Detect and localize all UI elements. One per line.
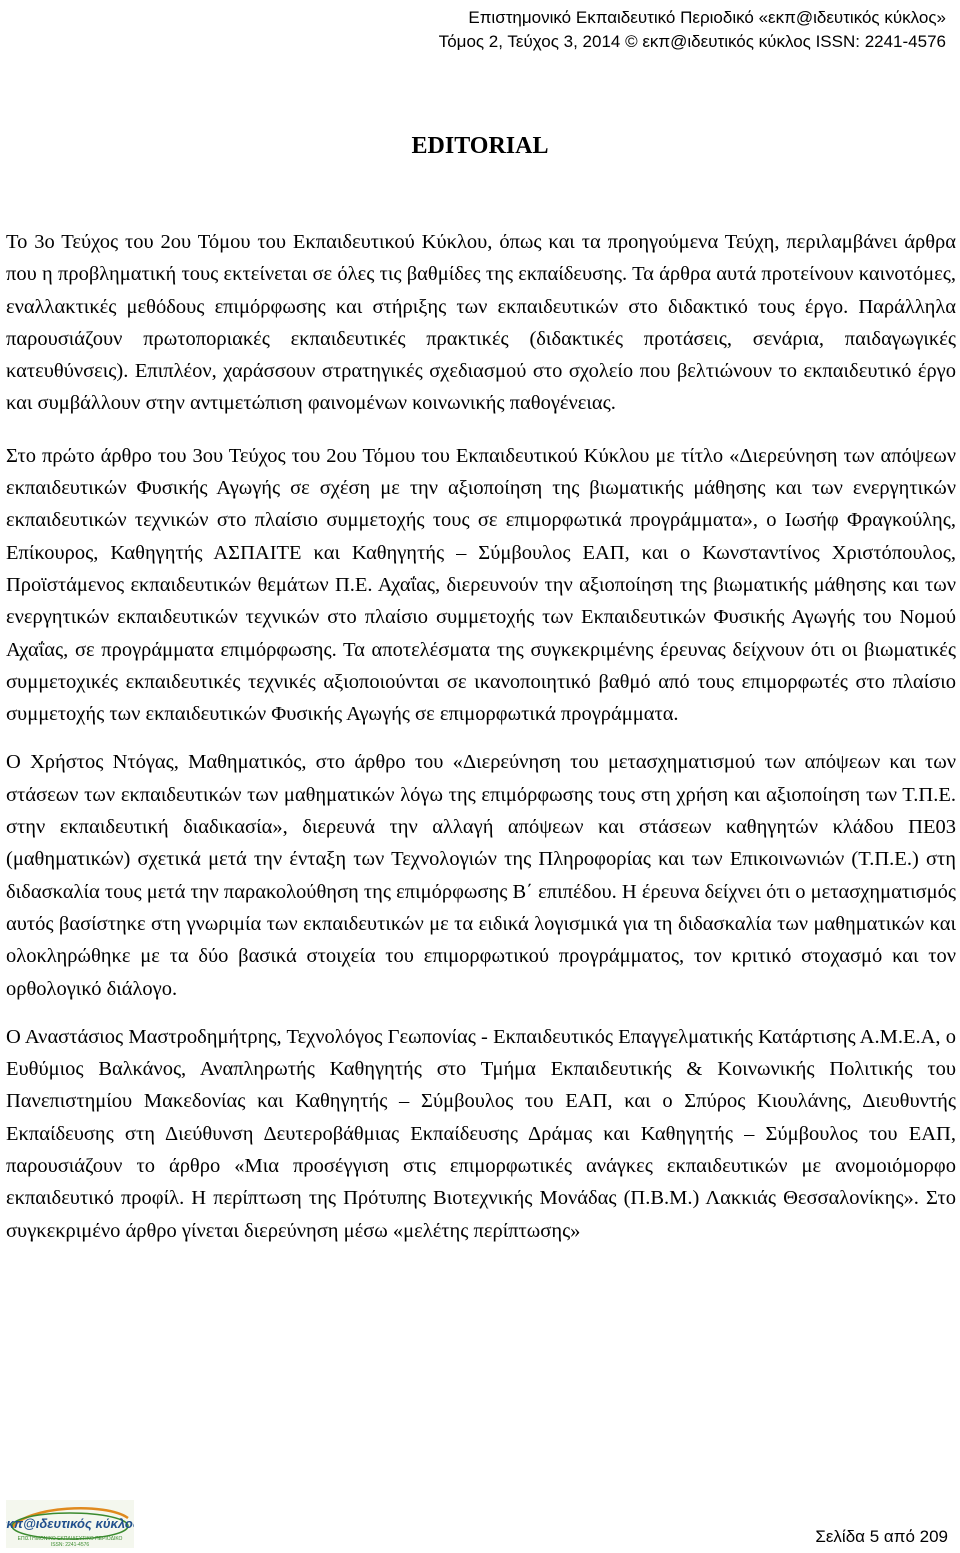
journal-logo-graphic: [6, 1500, 134, 1548]
page-title: EDITORIAL: [411, 133, 549, 159]
journal-title: Επιστημονικό Εκπαιδευτικό Περιοδικό «εκπ@ιδευτικός κύκλος»: [468, 8, 946, 27]
journal-logo: [6, 1500, 134, 1548]
issue-info: Τόμος 2, Τεύχος 3, 2014 © εκπ@ιδευτικός κύκλος ISSN: 2241-4576: [438, 32, 946, 51]
logo-text: εκπ@ιδευτικός κύκλος: [6, 1516, 134, 1531]
logo-issn: ISSN: 2241-4576: [50, 1542, 90, 1548]
paragraph-intro: Το 3ο Τεύχος του 2ου Τόμου του Εκπαιδευτικού Κύκλου, όπως και τα προηγούμενα Τεύχη, περιλαμβάνει άρθρα που η προβληματική τους εκτείνεται σε όλες τις βαθμίδες της εκπαίδευσης. Τα άρθρα αυτά προτείνουν καινοτόμες, εναλλακτικές μεθόδους επιμόρφωσης και στήριξης των εκπαιδευτικών στο διδακτικό τους έργο. Παράλληλα παρουσιάζουν πρωτοποριακές εκπαιδευτικές πρακτικές (διδακτικές προτάσεις, σενάρια, παιδαγωγικές κατευθύνσεις). Επιπλέον, χαράσσουν στρατηγικές σχεδιασμού στο σχολείο που βελτιώνουν το εκπαιδευτικό έργο και συμβάλλουν στην αντιμετώπιση φαινομένων κοινωνικής παθογένειας.: [6, 231, 956, 415]
article-body: [6, 226, 956, 1263]
page-number: Σελίδα 5 από 209: [815, 1527, 948, 1546]
logo-subtext: ΕΠΙΣΤΗΜΟΝΙΚΟ ΕΚΠΑΙΔΕΥΤΙΚΟ ΠΕΡΙΟΔΙΚΟ: [17, 1536, 123, 1542]
page-header: [46, 6, 946, 54]
paragraph-article-2: Ο Χρήστος Ντόγας, Μαθηματικός, στο άρθρο του «Διερεύνηση του μετασχηματισμού των απόψεων και των στάσεων των εκπαιδευτικών των μαθηματικών λόγω της επιμόρφωσης τους στη χρήση και αξιοποίηση των Τ.Π.Ε. στην εκπαιδευτική διαδικασία», διερευνά την αλλαγή απόψεων και στάσεων καθηγητών κλάδου ΠΕ03 (μαθηματικών) σχετικά μετά την ένταξη των Τεχνολογιών της Πληροφορίας και των Επικοινωνιών (Τ.Π.Ε.) στη διδασκαλία τους μετά την παρακολούθηση της επιμόρφωσης Β΄ επιπέδου. Η έρευνα δείχνει ότι ο μετασχηματισμός αυτός βασίστηκε στη γνωριμία των εκπαιδευτικών με τα ειδικά λογισμικά για τη διδασκαλία των μαθηματικών και ολοκληρώθηκε με τα δύο βασικά στοιχεία του επιμορφωτικού προγράμματος, τον κριτικό στοχασμό και τον ορθολογικό διάλογο.: [6, 751, 956, 1000]
paragraph-article-1: Στο πρώτο άρθρο του 3ου Τεύχος του 2ου Τόμου του Εκπαιδευτικού Κύκλου με τίτλο «Διερεύνηση των απόψεων εκπαιδευτικών Φυσικής Αγωγής σε σχέση με την αξιοποίηση της βιωματικής μάθησης και των ενεργητικών εκπαιδευτικών τεχνικών στο πλαίσιο συμμετοχής τους σε επιμορφωτικά προγράμματα», ο Ιωσήφ Φραγκούλης, Επίκουρος, Καθηγητής ΑΣΠΑΙΤΕ και Καθηγητής – Σύμβουλος ΕΑΠ, και ο Κωνσταντίνος Χριστόπουλος, Προϊστάμενος εκπαιδευτικών θεμάτων Π.Ε. Αχαΐας, διερευνούν την αξιοποίηση της βιωματικής μάθησης και των ενεργητικών εκπαιδευτικών τεχνικών στο πλαίσιο συμμετοχής των Εκπαιδευτικών Φυσικής Αγωγής του Νομού Αχαΐας, σε προγράμματα επιμόρφωσης. Τα αποτελέσματα της συγκεκριμένης έρευνας δείχνουν ότι οι βιωματικές συμμετοχικές εκπαιδευτικές τεχνικές αξιοποιούνται σε ικανοποιητικό βαθμό από τους επιμορφωτές στο πλαίσιο συμμετοχής των εκπαιδευτικών Φυσικής Αγωγής σε επιμορφωτικά προγράμματα.: [6, 444, 956, 726]
paragraph-article-3: Ο Αναστάσιος Μαστροδημήτρης, Τεχνολόγος Γεωπονίας - Εκπαιδευτικός Επαγγελματικής Κατάρτισης Α.Μ.Ε.Α, ο Ευθύμιος Βαλκάνος, Αναπληρωτής Καθηγητής στο Τμήμα Εκπαιδευτικής & Κοινωνικής Πολιτικής του Πανεπιστημίου Μακεδονίας και Καθηγητής – Σύμβουλος του ΕΑΠ, και ο Σπύρος Κιουλάνης, Διευθυντής Εκπαίδευσης στη Διεύθυνση Δευτεροβάθμιας Εκπαίδευσης Δράμας και Καθηγητής – Σύμβουλος του ΕΑΠ, παρουσιάζουν το άρθρο «Μια προσέγγιση στις επιμορφωτικές ανάγκες εκπαιδευτικών με ανομοιόμορφο εκπαιδευτικό προφίλ. Η περίπτωση της Πρότυπης Βιοτεχνικής Μονάδας (Π.Β.Μ.) Λακκιάς Θεσσαλονίκης». Στο συγκεκριμένο άρθρο γίνεται διερεύνηση μέσω «μελέτης περίπτωσης»: [6, 1025, 956, 1242]
